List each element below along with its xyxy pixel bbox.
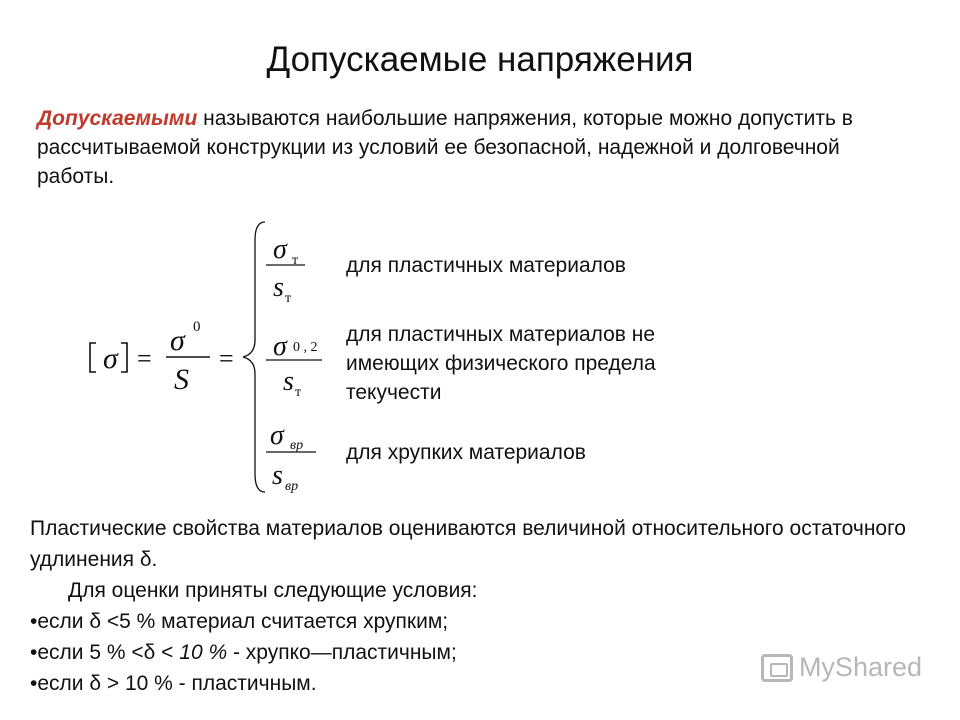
sigma-zero: σ	[170, 324, 185, 357]
equals-sign-1: =	[137, 344, 152, 373]
presentation-icon	[761, 654, 793, 682]
condition-2-suffix: - хрупко—пластичным;	[227, 641, 457, 664]
equals-sign-2: =	[219, 344, 234, 373]
condition-plastic: •если δ > 10 % - пластичным.	[30, 672, 317, 695]
condition-brittle: •если δ <5 % материал считается хрупким;	[30, 610, 449, 633]
case3-label: для хрупких материалов	[346, 441, 586, 464]
case1-s-sub: т	[285, 291, 292, 306]
curly-brace	[243, 222, 265, 492]
definition-term: Допускаемыми	[37, 107, 198, 130]
conditions-intro: Для оценки приняты следующие условия:	[68, 579, 478, 602]
case3-sigma-sub: вр	[290, 438, 304, 453]
sigma-symbol: σ	[103, 342, 118, 375]
case2-s-sub: т	[295, 385, 302, 400]
condition-2-value: 10 %	[179, 641, 228, 664]
case3-sigma: σ	[270, 420, 284, 451]
watermark	[761, 652, 922, 683]
case1-label: для пластичных материалов	[346, 254, 626, 277]
case3-s-sub: вр	[285, 479, 299, 494]
case2-sigma-sub: 0 , 2	[293, 340, 318, 355]
case2-sigma: σ	[273, 331, 287, 362]
zero-superscript: 0	[193, 319, 201, 335]
definition-text: называются наибольшие напряжения, которые можно допустить в рассчитываемой конструкции из условий ее безопасной, надежной и долговечной работы.	[37, 107, 853, 188]
safety-factor-S: S	[174, 363, 189, 396]
case3-s: s	[272, 460, 283, 491]
plasticity-paragraph: Пластические свойства материалов оцениваются величиной относительного остаточного удлинения δ.	[30, 517, 906, 571]
condition-2-prefix: •если 5 % <δ <	[30, 641, 180, 664]
page-title: Допускаемые напряжения	[266, 40, 694, 79]
case1-sigma-sub: т	[292, 253, 299, 268]
case2-s: s	[283, 366, 294, 397]
case1-s: s	[273, 272, 284, 303]
left-bracket	[90, 343, 96, 372]
right-bracket	[121, 343, 127, 372]
watermark-text: MyShared	[798, 652, 922, 682]
case1-sigma: σ	[273, 234, 287, 265]
case2-label: для пластичных материалов не имеющих физического предела текучести	[346, 323, 656, 404]
